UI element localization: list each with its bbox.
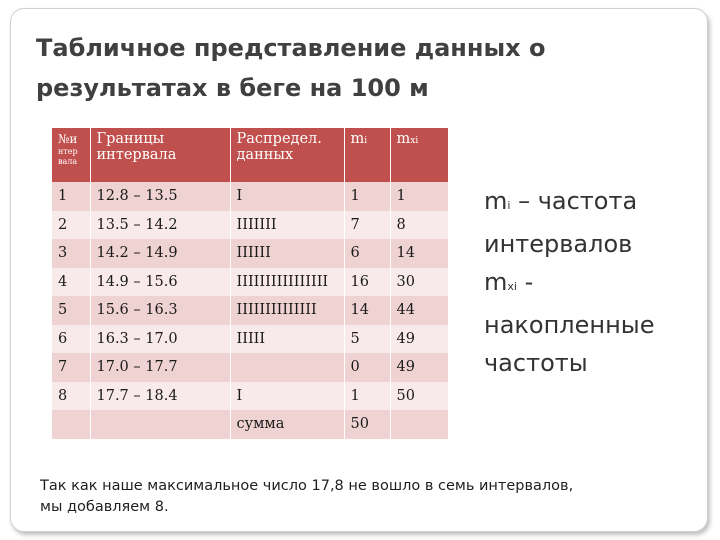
cell-cumulative: 44 (390, 296, 448, 325)
cell-frequency: 1 (344, 382, 390, 411)
cell-cumulative: 30 (390, 268, 448, 297)
cell-frequency: 16 (344, 268, 390, 297)
results-table (52, 128, 449, 439)
cell-range: 14.2 – 14.9 (90, 239, 230, 268)
cell-cumulative: 8 (390, 211, 448, 240)
cell-range: 17.0 – 17.7 (90, 353, 230, 382)
cell-frequency: 0 (344, 353, 390, 382)
header-interval-bounds: Границы интервала (90, 128, 230, 182)
cell-number: 5 (52, 296, 90, 325)
table-row (52, 211, 448, 240)
cell-number: 8 (52, 382, 90, 411)
cell-frequency: 5 (344, 325, 390, 354)
cell-range: 15.6 – 16.3 (90, 296, 230, 325)
cell-number: 2 (52, 211, 90, 240)
cell-number: 7 (52, 353, 90, 382)
cell-frequency: 6 (344, 239, 390, 268)
cell-number: 4 (52, 268, 90, 297)
cell-range: 17.7 – 18.4 (90, 382, 230, 411)
cell-number: 6 (52, 325, 90, 354)
cell-number (52, 410, 90, 439)
cell-tally: I (230, 382, 344, 411)
cell-cumulative (390, 410, 448, 439)
header-interval-number: №и нтер вала (52, 128, 90, 182)
legend-text (484, 182, 704, 382)
cell-range (90, 410, 230, 439)
cell-tally: IIIII (230, 325, 344, 354)
cell-cumulative: 49 (390, 353, 448, 382)
page-title: Табличное представление данных о результатах в беге на 100 м (36, 34, 546, 102)
cell-frequency: 7 (344, 211, 390, 240)
cell-tally: IIIIIIIIIIIIII (230, 296, 344, 325)
table-header-row (52, 128, 448, 182)
legend-mxi-symbol: mxi (484, 268, 517, 296)
table-row (52, 353, 448, 382)
cell-frequency: 50 (344, 410, 390, 439)
legend-mxi-description: - накопленные частоты (484, 268, 655, 377)
cell-tally: I (230, 182, 344, 211)
table-row (52, 382, 448, 411)
cell-tally (230, 353, 344, 382)
table-body (52, 182, 448, 439)
cell-range: 13.5 – 14.2 (90, 211, 230, 240)
header-cumulative-frequency: mxi (390, 128, 448, 182)
table-row (52, 268, 448, 297)
header-frequency: mi (344, 128, 390, 182)
header-distribution: Распредел. данных (230, 128, 344, 182)
footnote: Так как наше максимальное число 17,8 не вошло в семь интервалов, мы добавляем 8. (40, 478, 574, 515)
cell-number: 3 (52, 239, 90, 268)
legend-mi-symbol: mi (484, 187, 511, 215)
cell-tally: IIIIII (230, 239, 344, 268)
cell-frequency: 14 (344, 296, 390, 325)
table-row (52, 239, 448, 268)
cell-tally: IIIIIII (230, 211, 344, 240)
cell-cumulative: 1 (390, 182, 448, 211)
legend-mi-description: – частота интервалов (484, 187, 638, 258)
cell-cumulative: 49 (390, 325, 448, 354)
cell-tally: сумма (230, 410, 344, 439)
table-row (52, 296, 448, 325)
table-row (52, 182, 448, 211)
cell-range: 12.8 – 13.5 (90, 182, 230, 211)
table-row (52, 410, 448, 439)
cell-cumulative: 50 (390, 382, 448, 411)
cell-range: 16.3 – 17.0 (90, 325, 230, 354)
cell-range: 14.9 – 15.6 (90, 268, 230, 297)
table-row (52, 325, 448, 354)
cell-number: 1 (52, 182, 90, 211)
cell-frequency: 1 (344, 182, 390, 211)
cell-cumulative: 14 (390, 239, 448, 268)
cell-tally: IIIIIIIIIIIIIIII (230, 268, 344, 297)
